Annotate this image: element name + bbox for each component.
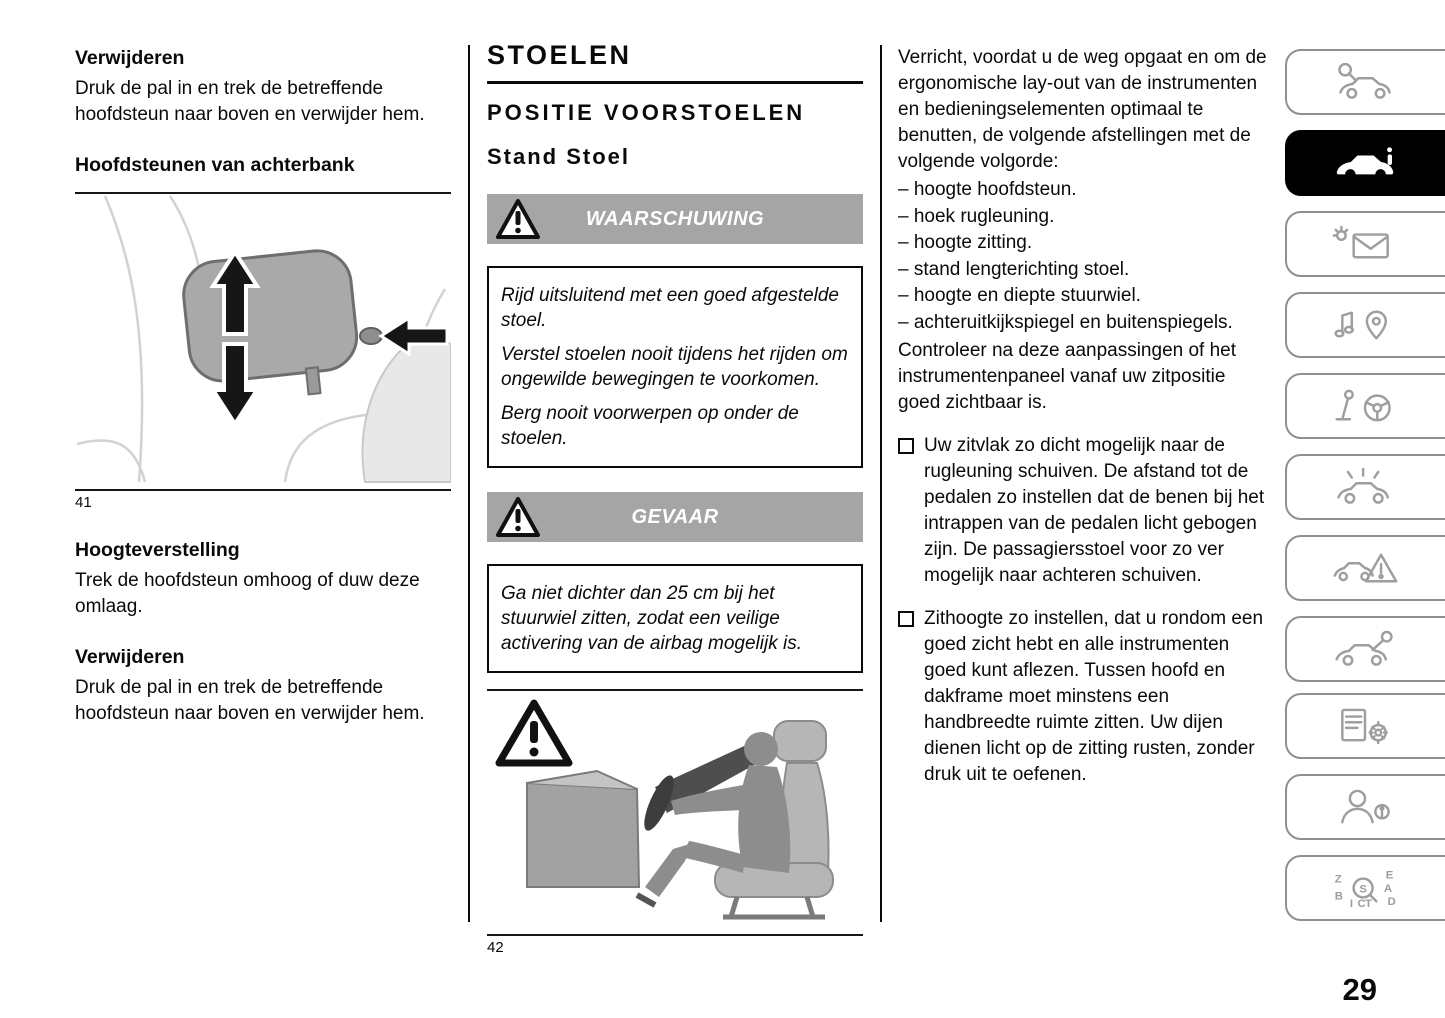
svg-text:S: S [1359,883,1367,896]
tab-servicing-maintenance[interactable] [1285,616,1445,682]
figure-42-caption: 42 [487,939,504,956]
tab-dashboard-instruments[interactable] [1285,130,1445,196]
chapter-title: STOELEN [487,40,863,84]
warning-item: Berg nooit voorwerpen op onder de stoelen. [501,403,799,449]
warning-text-box [487,266,863,468]
svg-text:C: C [1357,897,1366,909]
dash-list-item: – hoogte zitting. [898,232,1033,253]
paragraph-hoogteverstelling: Trek de hoofdsteun omhoog of duw deze omlaag. [75,570,420,617]
dash-list-item: – achteruitkijkspiegel en buitenspiegels. [898,311,1233,333]
heading-hoogteverstelling: Hoogteverstelling [75,539,240,561]
tab-multimedia-navigation[interactable] [1285,292,1445,358]
dash-list-item: – hoogte hoofdsteun. [898,179,1077,200]
figure-42-seating-position [487,689,863,956]
document-gear-icon [1331,705,1399,747]
checklist-item-text: Zithoogte zo instellen, dat u rondom een goed zicht hebt en alle instrumenten goed kunt aflezen. Tussen hoofd en dakframe moet minstens een handbreedte ruimte zitten. Uw dijen dienen licht op de zitting rusten, zonder druk uit te oefenen. [924,608,1264,785]
car-search-icon [1331,61,1399,103]
tab-car-care[interactable] [1285,454,1445,520]
figure-41-caption: 41 [75,494,92,511]
danger-banner [487,492,863,542]
square-bullet-icon [898,438,914,454]
tab-warning-lights-messages[interactable] [1285,211,1445,277]
danger-banner-label: GEVAAR [631,505,719,528]
danger-triangle-icon [495,496,541,538]
checklist-item [898,433,1272,589]
subsection-title: Stand Stoel [487,144,631,169]
svg-text:B: B [1334,890,1343,903]
tab-getting-to-know-car[interactable] [1285,49,1445,115]
svg-text:Z: Z [1334,873,1342,886]
warning-triangle-icon [499,703,569,763]
dash-list-item: – stand lengterichting stoel. [898,258,1130,280]
warning-banner [487,194,863,244]
warning-item: Rijd uitsluitend met een goed afgestelde stoel. [501,285,840,331]
left-column [75,45,451,751]
heading-hoofdsteunen-achterbank: Hoofdsteunen van achterbank [75,154,355,176]
figure-41-frame [75,192,451,491]
person-info-icon [1331,786,1399,828]
paragraph-verwijderen-1: Druk de pal in en trek de betreffende hoofdsteun naar boven en verwijder hem. [75,78,425,125]
alphabetical-index-icon [1331,867,1399,909]
column-divider [468,45,470,922]
heading-verwijderen-2: Verwijderen [75,646,185,668]
svg-text:I: I [1349,897,1354,909]
car-warning-triangle-icon [1331,547,1399,589]
checklist-item-text: Uw zitvlak zo dicht mogelijk naar de rugleuning schuiven. De afstand tot de pedalen zo instellen dat de benen bij het intrappen van de pedalen licht gebogen zijn. De passagiersstoel voor zo ver mogelijk naar achteren schuiven. [924,435,1265,586]
headrest-illustration [75,194,451,484]
svg-text:T: T [1365,897,1372,909]
warning-banner-label: WAARSCHUWING [585,207,765,230]
car-info-icon [1331,142,1399,184]
tab-owner-info[interactable] [1285,774,1445,840]
adjustment-outro: Controleer na deze aanpassingen of het instrumentenpaneel vanaf uw zitpositie goed zichtbaar is. [898,340,1237,413]
danger-item: Ga niet dichter dan 25 cm bij het stuurwiel zitten, zodat een veilige activering van de airbag mogelijk is. [501,583,802,654]
driver-posture-illustration [487,691,863,929]
gearshift-steering-icon [1331,385,1399,427]
svg-text:D: D [1387,896,1396,908]
tab-emergency[interactable] [1285,535,1445,601]
danger-text-box [487,564,863,673]
svg-text:A: A [1383,882,1393,895]
tab-starting-driving[interactable] [1285,373,1445,439]
media-location-icon [1331,304,1399,346]
section-title: POSITIE VOORSTOELEN [487,100,806,125]
adjustment-intro: Verricht, voordat u de weg opgaat en om de ergonomische lay-out van de instrumenten en bedieningselementen optimaal te benutten, de volgende afstellingen met de volgende volgorde: [898,47,1267,172]
checklist-item [898,606,1272,788]
square-bullet-icon [898,611,914,627]
dash-list-item: – hoogte en diepte stuurwiel. [898,285,1141,306]
page-number: 29 [1342,972,1377,1007]
tab-technical-data[interactable] [1285,693,1445,759]
right-column [898,45,1272,788]
warning-item: Verstel stoelen nooit tijdens het rijden om ongewilde bewegingen te voorkomen. [501,344,848,390]
tab-alphabetical-index[interactable] [1285,855,1445,921]
warning-triangle-icon [495,198,541,240]
car-shine-icon [1331,466,1399,508]
heading-verwijderen-1: Verwijderen [75,47,185,69]
column-divider [880,45,882,922]
figure-41-headrest [75,192,451,511]
middle-column [487,40,863,956]
paragraph-verwijderen-2: Druk de pal in en trek de betreffende hoofdsteun naar boven en verwijder hem. [75,677,425,724]
car-service-icon [1331,628,1399,670]
dash-list-item: – hoek rugleuning. [898,205,1055,227]
figure-42-frame [487,689,863,936]
svg-text:E: E [1385,869,1394,882]
warning-lamp-mail-icon [1331,223,1399,265]
